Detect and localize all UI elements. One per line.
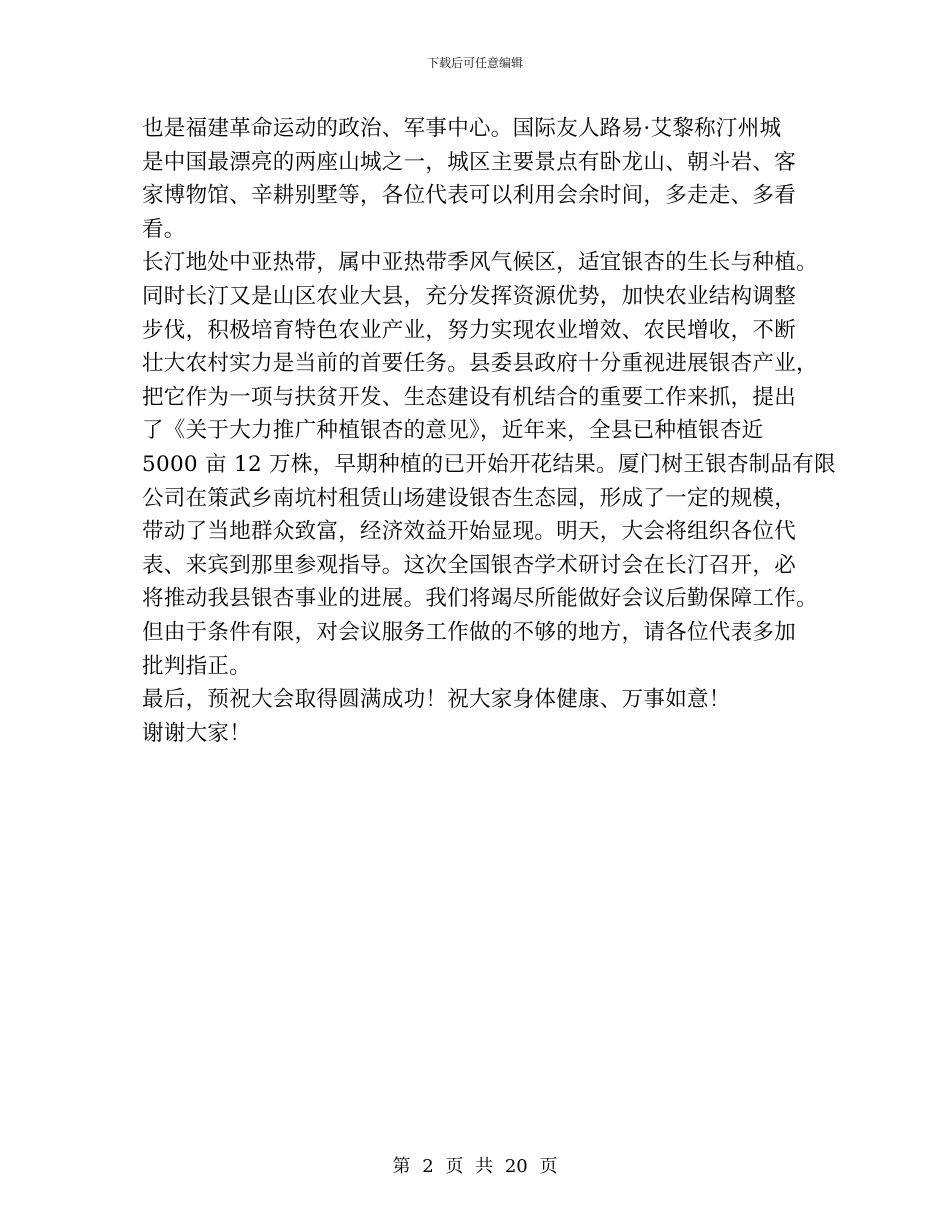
text-line: 带动了当地群众致富，经济效益开始显现。明天，大会将组织各位代 xyxy=(142,519,797,545)
text-line: 家博物馆、辛耕别墅等，各位代表可以利用会余时间，多走走、多看 xyxy=(142,183,797,209)
text-line: 是中国最漂亮的两座山城之一，城区主要景点有卧龙山、朝斗岩、客 xyxy=(142,149,797,175)
text-line: 也是福建革命运动的政治、军事中心。国际友人路易·艾黎称汀州城 xyxy=(142,116,782,141)
text-line: 长汀地处中亚热带，属中亚热带季风气候区，适宜银杏的生长与种植。 xyxy=(142,250,818,276)
text-line: 看。 xyxy=(142,216,186,242)
text-line: 谢谢大家！ xyxy=(142,720,252,746)
text-line: 批判指正。 xyxy=(142,653,252,679)
text-line: 步伐，积极培育特色农业产业，努力实现农业增效、农民增收，不断 xyxy=(142,317,797,343)
text-line: 最后，预祝大会取得圆满成功！祝大家身体健康、万事如意！ xyxy=(142,687,731,713)
page-number-footer: 第 2 页 共 20 页 xyxy=(392,1156,558,1177)
document-body xyxy=(142,112,836,750)
text-line: 了《关于大力推广种植银杏的意见》，近年来，全县已种植银杏近 xyxy=(142,418,764,444)
text-line: 表、来宾到那里参观指导。这次全国银杏学术研讨会在长汀召开，必 xyxy=(142,552,797,578)
text-line: 公司在策武乡南坑村租赁山场建设银杏生态园，形成了一定的规模， xyxy=(142,485,797,511)
text-line: 把它作为一项与扶贫开发、生态建设有机结合的重要工作来抓，提出 xyxy=(142,384,797,410)
text-line: 将推动我县银杏事业的进展。我们将竭尽所能做好会议后勤保障工作。 xyxy=(142,586,818,612)
text-line: 5000 亩 12 万株，早期种植的已开始开花结果。厦门树王银杏制品有限 xyxy=(142,451,836,477)
text-line: 同时长汀又是山区农业大县，充分发挥资源优势，加快农业结构调整 xyxy=(142,283,797,309)
text-line: 但由于条件有限，对会议服务工作做的不够的地方，请各位代表多加 xyxy=(142,619,797,645)
text-line: 壮大农村实力是当前的首要任务。县委县政府十分重视进展银杏产业， xyxy=(142,351,818,377)
page-header-note: 下载后可任意编辑 xyxy=(426,56,523,70)
